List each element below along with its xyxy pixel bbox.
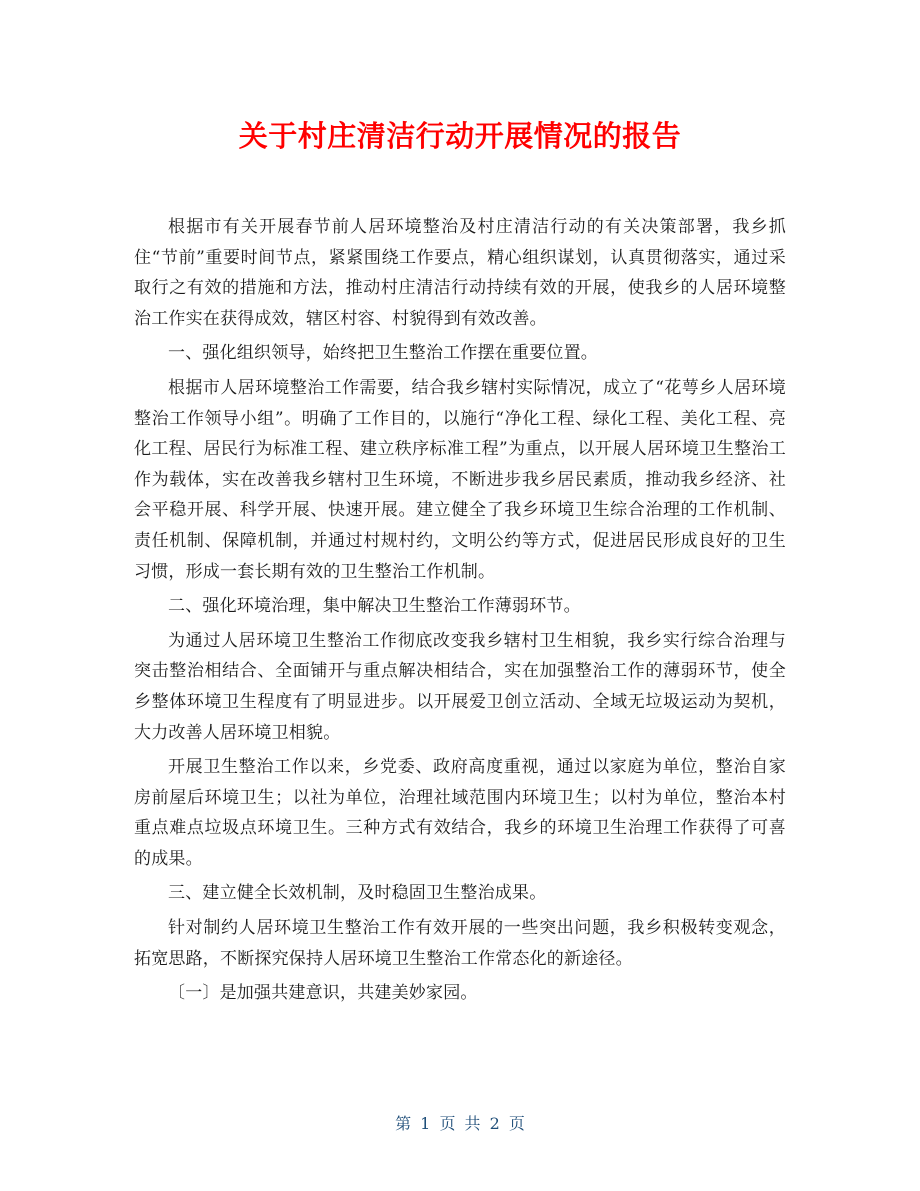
page-number-footer: 第 1 页 共 2 页 — [395, 1114, 525, 1133]
document-body — [134, 212, 786, 1009]
section-heading-2: 二、强化环境治理，集中解决卫生整治工作薄弱环节。 — [168, 596, 581, 617]
subsection-heading-1: 〔一〕是加强共建意识，共建美妙家园。 — [168, 983, 478, 1004]
paragraph-section-1: 根据市人居环境整治工作需要，结合我乡辖村实际情况，成立了“花萼乡人居环境整治工作领导小组”。明确了工作目的，以施行“净化工程、绿化工程、美化工程、亮化工程、居民行为标准工程、建立秩序标准工程”为重点，以开展人居环境卫生整治工作为载体，实在改善我乡辖村卫生环境，不断进步我乡居民素质，推动我乡经济、社会平稳开展、科学开展、快速开展。建立健全了我乡环境卫生综合治理的工作机制、责任机制、保障机制，并通过村规村约，文明公约等方式，促进居民形成良好的卫生习惯，形成一套长期有效的卫生整治工作机制。 — [134, 377, 786, 582]
section-heading-1: 一、强化组织领导，始终把卫生整治工作摆在重要位置。 — [168, 343, 598, 364]
paragraph-section-2a: 为通过人居环境卫生整治工作彻底改变我乡辖村卫生相貌，我乡实行综合治理与突击整治相结合、全面铺开与重点解决相结合，实在加强整治工作的薄弱环节，使全乡整体环境卫生程度有了明显进步。以开展爱卫创立活动、全域无垃圾运动为契机，大力改善人居环境卫相貌。 — [134, 630, 786, 743]
paragraph-section-3: 针对制约人居环境卫生整治工作有效开展的一些突出问题，我乡积极转变观念，拓宽思路，不断探究保持人居环境卫生整治工作常态化的新途径。 — [134, 918, 786, 969]
paragraph-intro: 根据市有关开展春节前人居环境整治及村庄清洁行动的有关决策部署，我乡抓住“节前”重要时间节点，紧紧围绕工作要点，精心组织谋划，认真贯彻落实，通过采取行之有效的措施和方法，推动村庄清洁行动持续有效的开展，使我乡的人居环境整治工作实在获得成效，辖区村容、村貌得到有效改善。 — [134, 217, 786, 329]
paragraph-section-2b: 开展卫生整治工作以来，乡党委、政府高度重视，通过以家庭为单位，整治自家房前屋后环境卫生；以社为单位，治理社域范围内环境卫生；以村为单位，整治本村重点难点垃圾点环境卫生。三种方式有效结合，我乡的环境卫生治理工作获得了可喜的成果。 — [134, 757, 786, 869]
document-title: 关于村庄清洁行动开展情况的报告 — [238, 119, 682, 153]
section-heading-3: 三、建立健全长效机制，及时稳固卫生整治成果。 — [168, 883, 547, 904]
